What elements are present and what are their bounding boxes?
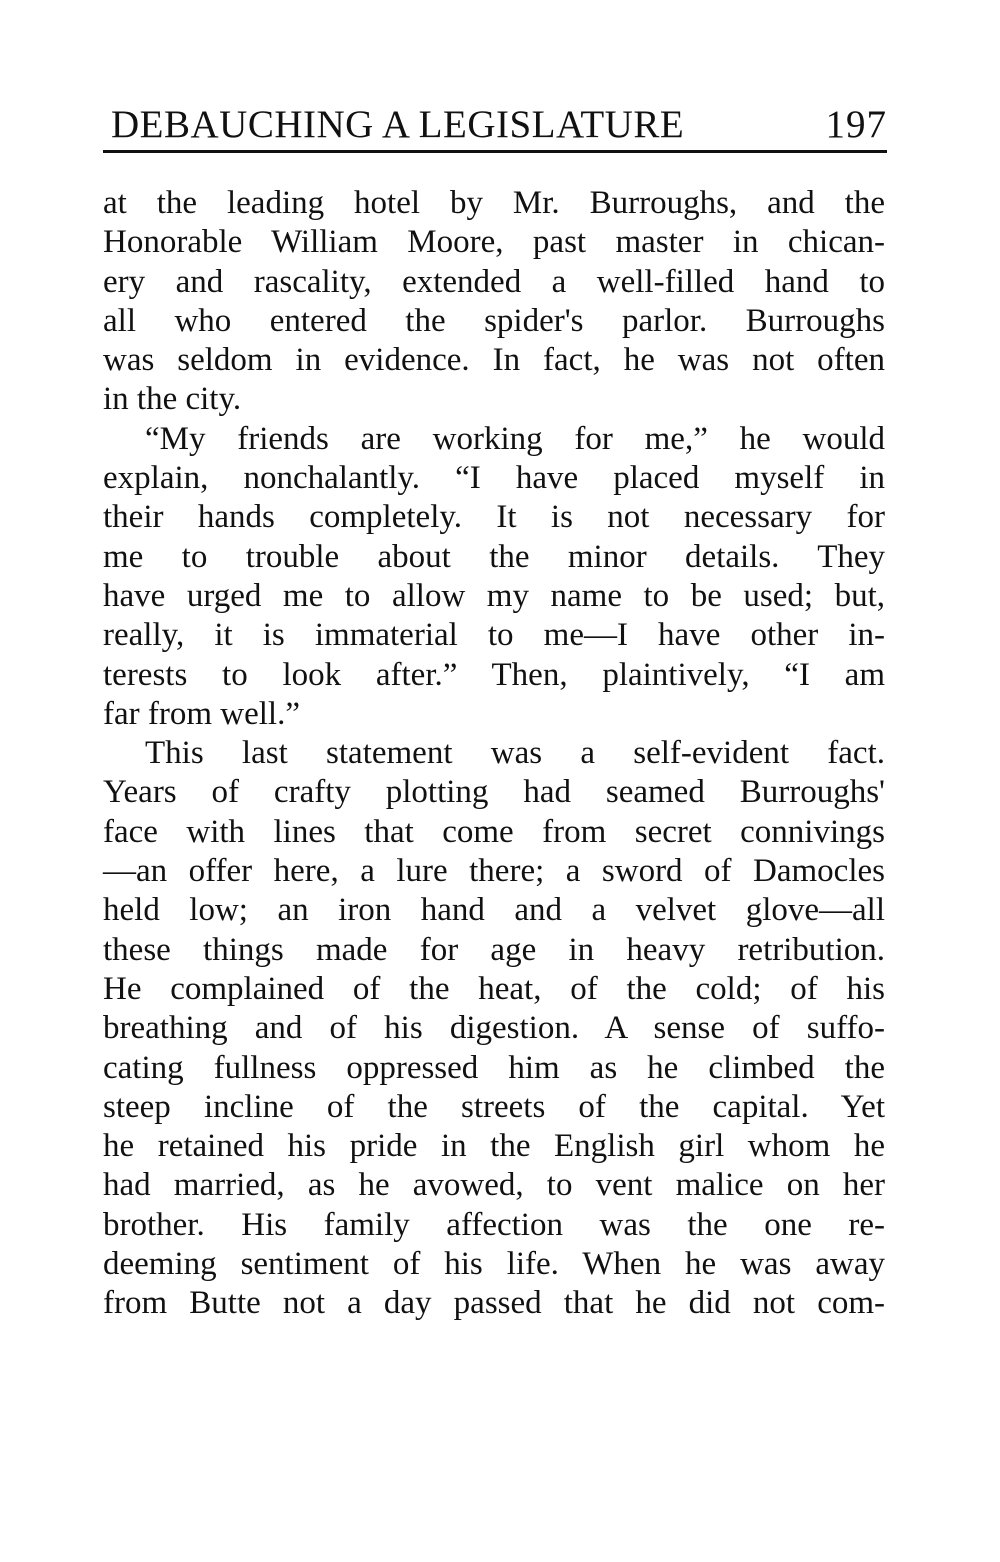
text-line: at the leading hotel by Mr. Burroughs, and the — [103, 185, 885, 221]
text-line: Years of crafty plotting had seamed Burroughs' — [103, 774, 885, 811]
page-number: 197 — [825, 103, 887, 146]
body-text — [103, 184, 885, 1324]
text-line: brother. His family affection was the one re- — [103, 1206, 885, 1243]
text-line: from Butte not a day passed that he did not com- — [103, 1285, 885, 1322]
text-line: terests to look after.” Then, plaintively, “I am — [103, 656, 885, 693]
text-line: breathing and of his digestion. A sense of suffo- — [103, 1010, 885, 1047]
text-line: explain, nonchalantly. “I have placed myself in — [103, 460, 885, 497]
text-line: far from well.” — [103, 695, 300, 732]
text-line: held low; an iron hand and a velvet glove—all — [103, 892, 885, 929]
text-line: was seldom in evidence. In fact, he was not often — [103, 342, 885, 379]
text-line: these things made for age in heavy retribution. — [103, 931, 885, 968]
text-line: me to trouble about the minor details. They — [103, 538, 885, 575]
text-line: their hands completely. It is not necessary for — [103, 499, 885, 536]
text-line: in the city. — [103, 381, 242, 418]
text-line: “My friends are working for me,” he would — [145, 420, 885, 457]
text-line: steep incline of the streets of the capital. Yet — [103, 1088, 885, 1125]
text-line: had married, as he avowed, to vent malice on her — [103, 1167, 885, 1204]
text-line: have urged me to allow my name to be used; but, — [103, 577, 885, 614]
header-rule — [103, 150, 887, 153]
text-line: ery and rascality, extended a well-filled hand to — [103, 263, 885, 300]
text-line: cating fullness oppressed him as he climbed the — [103, 1049, 885, 1086]
text-line: —an offer here, a lure there; a sword of Damocles — [103, 853, 885, 890]
text-line: face with lines that come from secret connivings — [103, 813, 885, 850]
page-header — [103, 100, 887, 150]
text-line: all who entered the spider's parlor. Burroughs — [103, 302, 885, 339]
running-head: DEBAUCHING A LEGISLATURE — [111, 103, 685, 146]
text-line: he retained his pride in the English girl whom he — [103, 1128, 885, 1165]
text-line: deeming sentiment of his life. When he was away — [103, 1246, 885, 1283]
text-line: Honorable William Moore, past master in chican- — [103, 224, 885, 261]
text-line: This last statement was a self-evident fact. — [145, 735, 885, 772]
text-line: really, it is immaterial to me—I have other in- — [103, 617, 885, 654]
text-line: He complained of the heat, of the cold; of his — [103, 970, 885, 1007]
